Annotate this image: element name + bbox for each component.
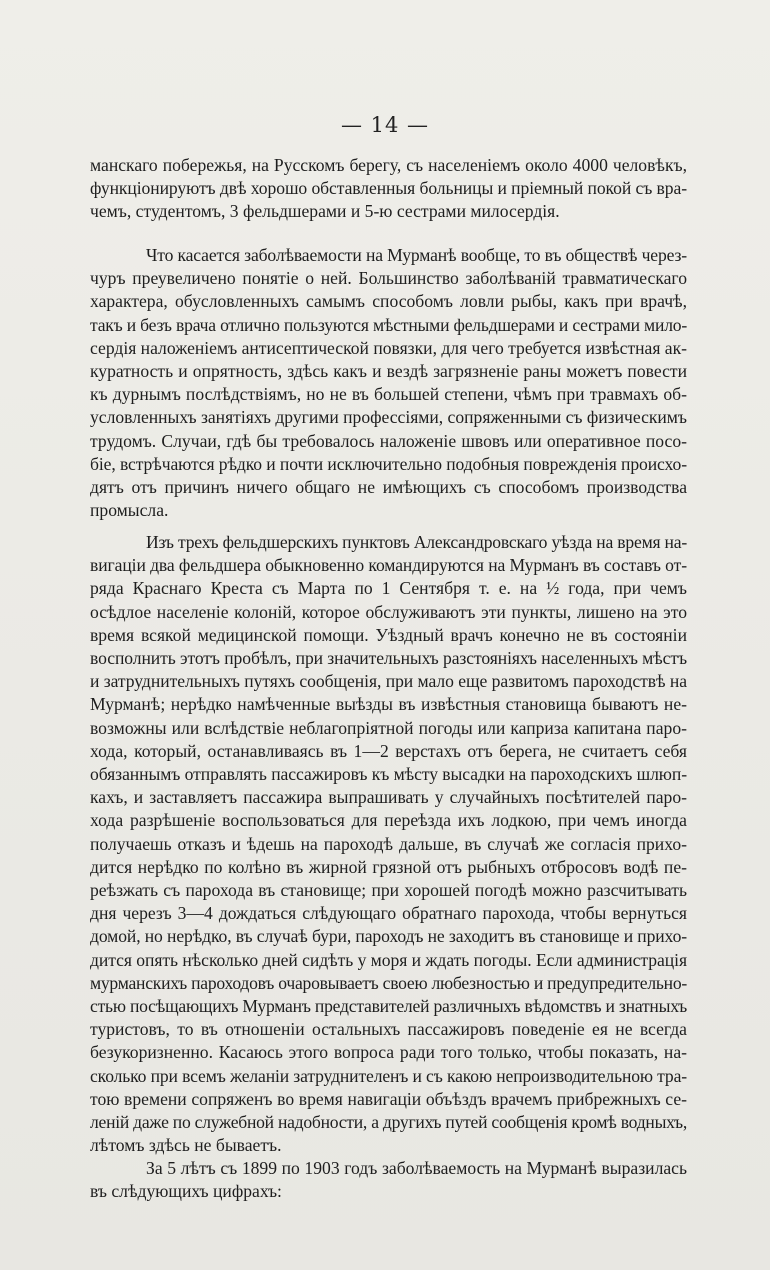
text-line: получаешь отказъ и ѣдешь на пароходѣ дальше, въ случаѣ же согласія прихо- xyxy=(90,833,687,854)
page-number: — 14 — xyxy=(340,113,430,137)
text-line: дится нерѣдко по колѣно въ жирной грязной отъ рыбныхъ отбросовъ водѣ пе- xyxy=(90,856,687,877)
text-line: осѣдлое населеніе колоній, которое обслуживаютъ эти пункты, лишено на это xyxy=(90,601,687,622)
text-line: Изъ трехъ фельдшерскихъ пунктовъ Александровскаго уѣзда на время на- xyxy=(146,532,687,552)
text-line: безукоризненно. Касаюсь этого вопроса ради того только, чтобы показать, на- xyxy=(90,1042,687,1063)
paragraph-2 xyxy=(90,244,687,522)
text-line: Что касается заболѣваемости на Мурманѣ вообще, то въ обществѣ через- xyxy=(146,245,687,265)
text-line: лѣтомъ здѣсь не бываетъ. xyxy=(90,1135,282,1156)
text-line: манскаго побережья, на Русскомъ берегу, съ населеніемъ около 4000 человѣкъ, xyxy=(90,155,687,175)
text-line: характера, обусловленныхъ самымъ способомъ ловли рыбы, какъ при врачѣ, xyxy=(90,291,687,312)
text-line: и затруднительныхъ путяхъ сообщенія, при мало еще развитомъ пароходствѣ на xyxy=(90,671,687,692)
text-line: восполнить этотъ пробѣлъ, при значительныхъ разстояніяхъ населенныхъ мѣстъ xyxy=(90,648,687,669)
text-line: функціонируютъ двѣ хорошо обставленныя больницы и пріемный покой съ вра- xyxy=(90,178,687,199)
text-line: леній даже по служебной надобности, а другихъ путей сообщенія кромѣ водныхъ, xyxy=(90,1112,687,1133)
text-line: къ дурнымъ послѣдствіямъ, но не въ большей степени, чѣмъ при травмахъ об- xyxy=(90,384,687,405)
text-line: куратность и опрятность, здѣсь какъ и вездѣ загрязненіе раны можетъ повести xyxy=(90,361,687,382)
text-line: хода разрѣшеніе воспользоваться для переѣзда ихъ лодкою, при чемъ иногда xyxy=(90,810,687,831)
text-line: въ слѣдующихъ цифрахъ: xyxy=(90,1181,282,1202)
text-line: условленныхъ занятіяхъ другими профессіями, сопряженными съ физическимъ xyxy=(90,407,688,428)
text-line: реѣзжать съ парохода въ становище; при хорошей погодѣ можно разсчитывать xyxy=(90,880,687,901)
text-line: дится опять нѣсколько дней сидѣть у моря и ждать погоды. Если администрація xyxy=(90,949,687,970)
text-line: вигаціи два фельдшера обыкновенно командируются на Мурманъ въ составъ от- xyxy=(90,555,687,576)
text-line: сердія наложеніемъ антисептической повязки, для чего требуется извѣстная ак- xyxy=(90,337,688,358)
text-line: стью посѣщающихъ Мурманъ представителей различныхъ вѣдомствъ и знатныхъ xyxy=(90,996,687,1017)
text-line: біе, встрѣчаются рѣдко и почти исключительно подобныя поврежденія происхо- xyxy=(90,453,687,474)
text-line: чемъ, студентомъ, 3 фельдшерами и 5-ю сестрами милосердія. xyxy=(90,201,560,222)
text-line: хода, который, останавливаясь въ 1—2 верстахъ отъ берега, не считаетъ себя xyxy=(90,740,687,761)
text-line: тою времени сопряженъ во время навигаціи объѣздъ врачемъ прибрежныхъ се- xyxy=(90,1088,687,1109)
text-line: чуръ преувеличено понятіе о ней. Большинство заболѣваній травматическаго xyxy=(90,268,687,289)
text-line: дня черезъ 3—4 дождаться слѣдующаго обратнаго парохода, чтобы вернуться xyxy=(90,903,687,924)
text-line: промысла. xyxy=(90,500,169,521)
text-line: кахъ, и заставляетъ пассажира выпрашивать у случайныхъ посѣтителей паро- xyxy=(90,787,687,808)
paragraph-1 xyxy=(90,154,687,224)
text-line: сколько при всемъ желаніи затруднителенъ и съ какою непроизводительною тра- xyxy=(90,1065,687,1086)
text-line: ряда Краснаго Креста съ Марта по 1 Сентября т. е. на ½ года, при чемъ xyxy=(90,578,687,599)
text-line: возможны или вслѣдствіе неблагопріятной погоды или каприза капитана паро- xyxy=(90,717,687,738)
text-line: Мурманѣ; нерѣдко намѣченные выѣзды въ извѣстныя становища бываютъ не- xyxy=(90,694,687,715)
text-line: время всякой медицинской помощи. Уѣздный врачъ конечно не въ состояніи xyxy=(90,624,687,645)
text-line: дятъ отъ причинъ ничего общаго не имѣющихъ съ способомъ производства xyxy=(90,477,687,498)
text-line: такъ и безъ врача отлично пользуются мѣстными фельдшерами и сестрами мило- xyxy=(90,314,688,335)
paragraph-3 xyxy=(90,531,687,1157)
paragraph-4 xyxy=(90,1157,687,1203)
text-line: мурманскихъ пароходовъ очаровываетъ своею любезностью и предупредительно- xyxy=(90,972,687,993)
text-line: обязаннымъ отправлять пассажировъ къ мѣсту высадки на пароходскихъ шлюп- xyxy=(90,764,687,785)
text-line: За 5 лѣтъ съ 1899 по 1903 годъ заболѣваемость на Мурманѣ выразилась xyxy=(146,1158,687,1178)
text-line: туристовъ, то въ отношеніи остальныхъ пассажировъ поведеніе ея не всегда xyxy=(90,1019,687,1040)
text-line: домой, но нерѣдко, въ случаѣ бури, пароходъ не заходитъ въ становище и прихо- xyxy=(90,926,688,947)
text-line: трудомъ. Случаи, гдѣ бы требовалось наложеніе швовъ или оперативное посо- xyxy=(90,430,687,451)
